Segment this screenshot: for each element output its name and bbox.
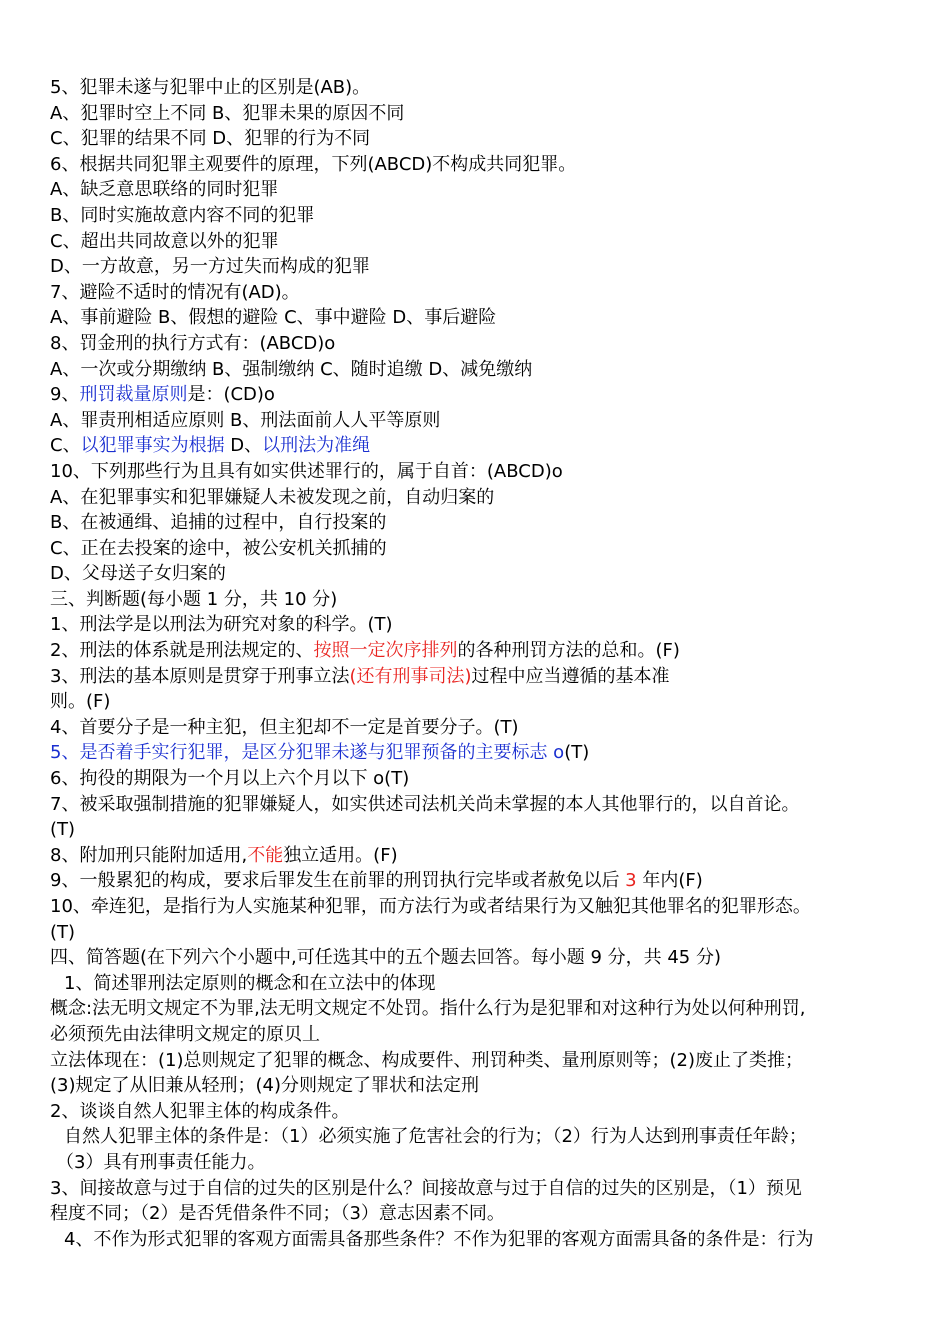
text-segment: C、犯罪的结果不同 D、犯罪的行为不同 xyxy=(50,128,371,150)
text-line xyxy=(50,638,920,664)
text-segment: 2、刑法的体系就是刑法规定的、 xyxy=(50,640,314,662)
text-segment: 8、附加刑只能附加适用, xyxy=(50,844,248,866)
text-segment: (T) xyxy=(50,921,76,943)
text-segment: 5、犯罪未遂与犯罪中止的区别是(AB)。 xyxy=(50,77,371,98)
text-line xyxy=(50,510,920,536)
text-segment: 概念:法无明文规定不为罪,法无明文规定不处罚。指什么行为是犯罪和对这种行为处以何种刑罚, xyxy=(50,998,806,1020)
text-line xyxy=(50,1124,920,1150)
text-line xyxy=(50,715,920,741)
text-segment: D、 xyxy=(224,435,263,457)
text-line xyxy=(50,817,920,843)
text-line xyxy=(50,740,920,766)
highlighted-text: 3 xyxy=(625,870,637,892)
text-line xyxy=(50,1227,920,1253)
text-segment: (T) xyxy=(50,819,76,841)
text-line xyxy=(50,152,920,178)
highlighted-text: 5、是否着手实行犯罪，是区分犯罪未遂与犯罪预备的主要标志 o xyxy=(50,742,565,764)
text-line xyxy=(50,689,920,715)
text-line xyxy=(50,1022,920,1048)
text-segment: 自然人犯罪主体的条件是：（1）必须实施了危害社会的行为；（2）行为人达到刑事责任年龄； xyxy=(64,1126,807,1148)
text-line xyxy=(50,280,920,306)
text-line xyxy=(50,75,920,101)
text-line xyxy=(50,561,920,587)
text-line xyxy=(50,331,920,357)
text-line xyxy=(50,1201,920,1227)
text-segment: 2、谈谈自然人犯罪主体的构成条件。 xyxy=(50,1100,350,1122)
text-line xyxy=(50,766,920,792)
text-line xyxy=(50,101,920,127)
text-line xyxy=(50,664,920,690)
text-line xyxy=(50,945,920,971)
text-line xyxy=(50,1099,920,1125)
text-segment: 3、刑法的基本原则是贯穿于刑事立法 xyxy=(50,665,350,687)
highlighted-text: (还有刑事司法) xyxy=(349,665,472,687)
text-line xyxy=(50,1150,920,1176)
text-segment: 6、根据共同犯罪主观要件的原理，下列(ABCD)不构成共同犯罪。 xyxy=(50,153,577,175)
text-segment: 10、下列那些行为且具有如实供述罪行的，属于自首：(ABCD)o xyxy=(50,460,563,482)
text-line xyxy=(50,203,920,229)
text-segment: 10、牵连犯，是指行为人实施某种犯罪，而方法行为或者结果行为又触犯其他罪名的犯罪形态。 xyxy=(50,896,811,917)
text-line xyxy=(50,485,920,511)
text-line xyxy=(50,382,920,408)
text-segment: 9、一般累犯的构成，要求后罪发生在前罪的刑罚执行完毕或者赦免以后 xyxy=(50,870,626,892)
text-segment: A、一次或分期缴纳 B、强制缴纳 C、随时追缴 D、减免缴纳 xyxy=(50,358,533,380)
text-segment: 1、简述罪刑法定原则的概念和在立法中的体现 xyxy=(64,972,436,994)
text-segment: 三、判断题(每小题 1 分，共 10 分) xyxy=(50,588,338,610)
text-segment: 7、被采取强制措施的犯罪嫌疑人，如实供述司法机关尚未掌握的本人其他罪行的，以自首论。 xyxy=(50,793,800,815)
text-line xyxy=(50,894,920,920)
text-segment: B、同时实施故意内容不同的犯罪 xyxy=(50,204,315,226)
text-segment: 7、避险不适时的情况有(AD)。 xyxy=(50,281,300,303)
text-segment: 必须预先由法律明文规定的原贝丄 xyxy=(50,1023,320,1045)
text-segment: 3、间接故意与过于自信的过失的区别是什么？间接故意与过于自信的过失的区别是，（1）预见 xyxy=(50,1177,802,1199)
text-segment: C、超出共同故意以外的犯罪 xyxy=(50,230,279,252)
highlighted-text: 以刑法为准绳 xyxy=(262,435,371,457)
text-segment: 程度不同；（2）是否凭借条件不同；（3）意志因素不同。 xyxy=(50,1203,505,1225)
text-line xyxy=(50,587,920,613)
highlighted-text: 按照一定次序排列 xyxy=(313,640,458,662)
text-line xyxy=(50,408,920,434)
highlighted-text: 以犯罪事实为根据 xyxy=(80,435,225,457)
text-segment: (T) xyxy=(564,742,590,764)
highlighted-text: 刑罚裁量原则 xyxy=(79,384,188,406)
text-line xyxy=(50,357,920,383)
document-page xyxy=(50,75,920,1252)
text-line xyxy=(50,126,920,152)
text-segment: 4、不作为形式犯罪的客观方面需具备那些条件？不作为犯罪的客观方面需具备的条件是：行为 xyxy=(64,1228,814,1250)
text-line xyxy=(50,305,920,331)
text-line xyxy=(50,1048,920,1074)
text-segment: A、在犯罪事实和犯罪嫌疑人未被发现之前，自动归案的 xyxy=(50,486,495,508)
text-segment: B、在被通缉、追捕的过程中，自行投案的 xyxy=(50,512,387,534)
text-segment: 8、罚金刑的执行方式有：(ABCD)o xyxy=(50,332,336,354)
text-segment: D、父母送子女归案的 xyxy=(50,563,226,585)
text-line xyxy=(50,843,920,869)
text-segment: 9、 xyxy=(50,384,80,406)
highlighted-text: 不能 xyxy=(247,844,284,866)
text-segment: 的各种刑罚方法的总和。(F) xyxy=(457,640,680,662)
text-line xyxy=(50,920,920,946)
text-segment: D、一方故意，另一方过失而构成的犯罪 xyxy=(50,256,370,278)
text-segment: A、犯罪时空上不同 B、犯罪未果的原因不同 xyxy=(50,102,405,124)
text-segment: A、罪责刑相适应原则 B、刑法面前人人平等原则 xyxy=(50,409,441,431)
text-segment: 年内(F) xyxy=(636,870,703,892)
text-segment: （3）具有刑事责任能力。 xyxy=(56,1151,266,1173)
text-segment: C、正在去投案的途中，被公安机关抓捕的 xyxy=(50,537,387,559)
text-segment: A、事前避险 B、假想的避险 C、事中避险 D、事后避险 xyxy=(50,307,497,329)
text-segment: 6、拘役的期限为一个月以上六个月以下 o(T) xyxy=(50,768,410,790)
text-segment: 过程中应当遵循的基本准 xyxy=(471,665,670,687)
text-segment: A、缺乏意思联络的同时犯罪 xyxy=(50,179,279,201)
text-segment: 1、刑法学是以刑法为研究对象的科学。(T) xyxy=(50,614,393,636)
text-line xyxy=(50,433,920,459)
text-segment: C、 xyxy=(50,435,81,457)
text-line xyxy=(50,868,920,894)
text-segment: 立法体现在：(1)总则规定了犯罪的概念、构成要件、刑罚种类、量刑原则等；(2)废止了类推； xyxy=(50,1049,803,1071)
text-segment: 则。(F) xyxy=(50,691,111,713)
text-segment: (3)规定了从旧兼从轻刑；(4)分则规定了罪状和法定刑 xyxy=(50,1075,479,1097)
text-line xyxy=(50,177,920,203)
text-line xyxy=(50,1073,920,1099)
text-segment: 独立适用。(F) xyxy=(283,844,398,866)
text-line xyxy=(50,971,920,997)
text-line xyxy=(50,536,920,562)
text-segment: 是：(CD)o xyxy=(187,384,275,406)
text-line xyxy=(50,792,920,818)
text-line xyxy=(50,996,920,1022)
text-line xyxy=(50,612,920,638)
text-segment: 四、简答题(在下列六个小题中,可任选其中的五个题去回答。每小题 9 分，共 45 分) xyxy=(50,947,722,969)
text-line xyxy=(50,459,920,485)
text-line xyxy=(50,254,920,280)
text-line xyxy=(50,229,920,255)
text-line xyxy=(50,1176,920,1202)
text-segment: 4、首要分子是一种主犯，但主犯却不一定是首要分子。(T) xyxy=(50,716,519,738)
